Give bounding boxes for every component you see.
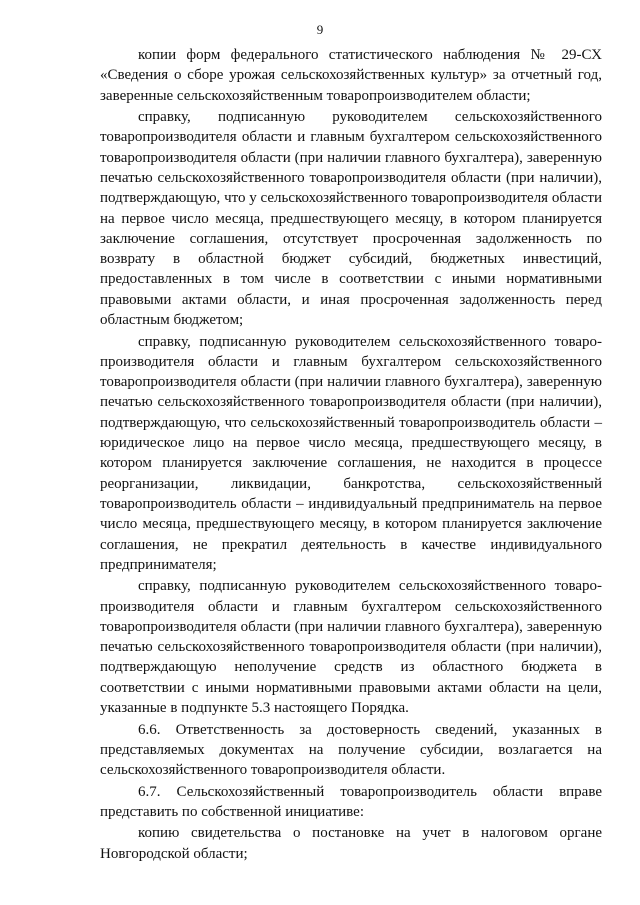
paragraph-6-6-responsibility: 6.6. Ответственность за достоверность сведений, указанных в представляемых документах на получение субсидии, возлагается на сельскохозяйственного товаропроизводителя области. [100,721,602,779]
paragraph-certificate-no-funds-received: справку, подписанную руководителем сельскохозяйственного товаропроизводителя области и главным бухгалтером сельскохозяйственного товаропроизводителя области (при наличии главного бухгалтера), заверенную печатью сельскохозяйственного товаропроизводителя области (при наличии), подтверждающую неполучение средств из областного бюджета в соответствии с иными нормативными правовыми актами области на цели, указанные в подпункте 5.3 настоящего Порядка. [100,578,602,717]
page-number: 9 [316,22,324,37]
paragraph-statistical-forms: копии форм федерального статистического наблюдения № 29-СХ «Сведения о сборе урожая сельскохозяйственных культур» за отчетный год, заверенные сельскохозяйственным товаропроизводителем области; [100,47,602,104]
paragraph-6-7-own-initiative: 6.7. Сельскохозяйственный товаропроизводитель области вправе представить по собственной инициативе: [100,783,602,820]
document-body [100,45,602,865]
paragraph-tax-registration-copy: копию свидетельства о постановке на учет в налоговом органе Новгородской области; [100,825,602,862]
paragraph-certificate-no-reorganization: справку, подписанную руководителем сельскохозяйственного товаропроизводителя области и главным бухгалтером сельскохозяйственного товаропроизводителя области (при наличии главного бухгалтера), заверенную печатью сельскохозяйственного товаропроизводителя области (при наличии), подтверждающую, что сельскохозяйственный товаропроизводитель области – юридическое лицо на первое число месяца, предшествующего месяцу, в котором планируется заключение соглашения, не находится в процессе реорганизации, ликвидации, банкротства, сельскохозяйственный товаропроизводитель области – индивидуальный предприниматель на первое число месяца, предшествующего месяцу, в котором планируется заключение соглашения, не прекратил деятельность в качестве индивидуального предпринимателя; [100,333,602,573]
paragraph-certificate-no-debt: справку, подписанную руководителем сельскохозяйственного товаропроизводителя области и главным бухгалтером сельскохозяйственного товаропроизводителя области (при наличии главного бухгалтера), заверенную печатью сельскохозяйственного товаропроизводителя области (при наличии), подтверждающую, что у сельскохозяйственного товаропроизводителя области на первое число месяца, предшествующего месяцу, в котором планируется заключение соглашения, отсутствует просроченная задолженность по возврату в областной бюджет субсидий, бюджетных инвестиций, предоставленных в том числе в соответствии с иными нормативными правовыми актами области, и иная просроченная задолженность перед областным бюджетом; [100,109,602,329]
